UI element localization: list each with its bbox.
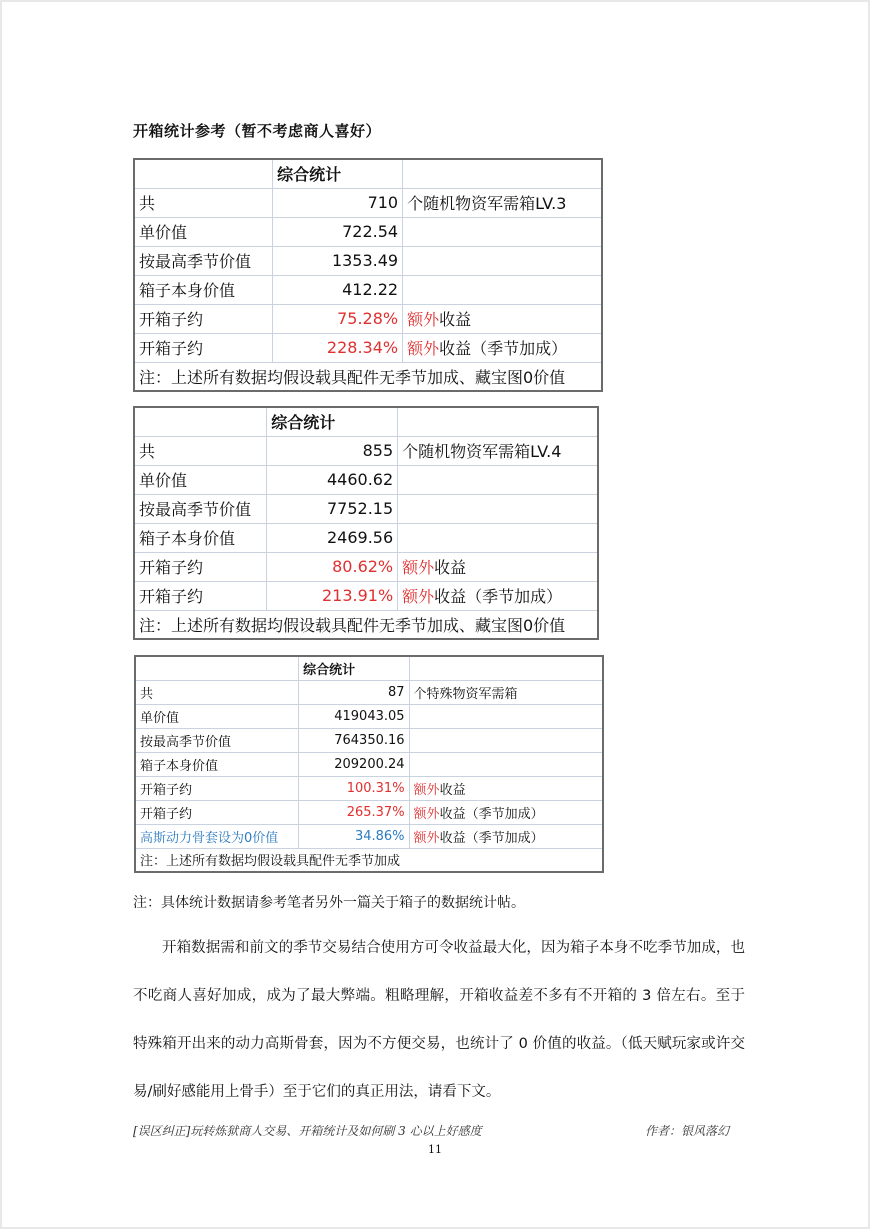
row-note xyxy=(409,776,603,800)
row-label: 开箱子约 xyxy=(135,800,299,824)
row-value: 710 xyxy=(273,188,403,217)
note-highlight: 额外 xyxy=(413,830,440,846)
row-value: 764350.16 xyxy=(299,728,409,752)
table-row xyxy=(135,728,603,752)
data-source-note: 注：具体统计数据请参考笔者另外一篇关于箱子的数据统计帖。 xyxy=(133,895,525,911)
note-highlight: 额外 xyxy=(413,782,440,798)
row-label: 箱子本身价值 xyxy=(135,752,299,776)
row-value: 80.62% xyxy=(267,552,398,581)
row-note xyxy=(403,188,602,217)
table-body xyxy=(134,407,598,639)
table-row xyxy=(134,581,598,610)
stats-table-special xyxy=(134,655,604,873)
row-note xyxy=(398,436,598,465)
row-value: 228.34% xyxy=(273,333,403,362)
table-row xyxy=(134,333,602,362)
stats-table-lv3 xyxy=(133,158,603,392)
table-row xyxy=(135,824,603,848)
row-note xyxy=(409,752,603,776)
table-row xyxy=(134,188,602,217)
table-body xyxy=(134,159,602,391)
table-footnote: 注：上述所有数据均假设载具配件无季节加成、藏宝图0价值 xyxy=(134,362,602,391)
row-label: 共 xyxy=(135,680,299,704)
table-row xyxy=(135,704,603,728)
row-note xyxy=(398,552,598,581)
row-value: 722.54 xyxy=(273,217,403,246)
row-value: 213.91% xyxy=(267,581,398,610)
table-header-row xyxy=(134,407,598,436)
row-label: 开箱子约 xyxy=(134,552,267,581)
note-text: 个随机物资军需箱LV.4 xyxy=(402,442,562,461)
table-footnote-row xyxy=(134,362,602,391)
row-label: 箱子本身价值 xyxy=(134,523,267,552)
table-row xyxy=(134,523,598,552)
note-highlight: 额外 xyxy=(407,339,440,358)
row-label: 高斯动力骨套设为0价值 xyxy=(135,824,299,848)
table-footnote: 注：上述所有数据均假设载具配件无季节加成、藏宝图0价值 xyxy=(134,610,598,639)
stats-table-lv4 xyxy=(133,406,599,640)
row-note xyxy=(403,333,602,362)
table-body xyxy=(135,656,603,872)
note-text: 收益 xyxy=(434,558,467,577)
table-footnote-row xyxy=(134,610,598,639)
row-value: 100.31% xyxy=(299,776,409,800)
row-label: 单价值 xyxy=(134,217,273,246)
row-value: 412.22 xyxy=(273,275,403,304)
row-label: 开箱子约 xyxy=(134,581,267,610)
footer-author: 作者：银风落幻 xyxy=(645,1124,730,1138)
row-note xyxy=(398,523,598,552)
header-empty-cell xyxy=(398,407,598,436)
table-header-row xyxy=(135,656,603,680)
row-label: 按最高季节价值 xyxy=(135,728,299,752)
table-row xyxy=(134,465,598,494)
row-note xyxy=(409,704,603,728)
row-value: 855 xyxy=(267,436,398,465)
table-row xyxy=(134,275,602,304)
table-row xyxy=(134,436,598,465)
row-label: 单价值 xyxy=(135,704,299,728)
row-note xyxy=(403,275,602,304)
table-row xyxy=(134,494,598,523)
row-value: 7752.15 xyxy=(267,494,398,523)
row-note xyxy=(398,465,598,494)
table-header-row xyxy=(134,159,602,188)
row-note xyxy=(403,246,602,275)
section-heading: 开箱统计参考（暂不考虑商人喜好） xyxy=(133,122,382,140)
row-label: 开箱子约 xyxy=(134,333,273,362)
row-label: 按最高季节价值 xyxy=(134,494,267,523)
row-label: 开箱子约 xyxy=(134,304,273,333)
body-paragraph xyxy=(133,924,745,1116)
table-row xyxy=(134,217,602,246)
row-label: 共 xyxy=(134,436,267,465)
note-text: 收益（季节加成） xyxy=(439,830,544,846)
row-note xyxy=(409,824,603,848)
table-row xyxy=(135,776,603,800)
body-paragraph-text: 开箱数据需和前文的季节交易结合使用方可令收益最大化，因为箱子本身不吃季节加成，也不吃商人喜好加成，成为了最大弊端。粗略理解，开箱收益差不多有不开箱的 3 倍左右。至于特殊箱开出来的动力高斯骨套，因为不方便交易，也统计了 0 价值的收益。（低天赋玩家或许交易/刷好感能用上骨手）至于它们的真正用法，请看下文。 xyxy=(133,940,745,1100)
row-value: 209200.24 xyxy=(299,752,409,776)
note-text: 收益（季节加成） xyxy=(439,806,544,822)
row-value: 1353.49 xyxy=(273,246,403,275)
header-title-cell: 综合统计 xyxy=(267,407,398,436)
note-highlight: 额外 xyxy=(402,587,435,606)
page-number: 11 xyxy=(428,1143,442,1156)
row-note xyxy=(403,304,602,333)
row-value: 265.37% xyxy=(299,800,409,824)
note-highlight: 额外 xyxy=(407,310,440,329)
header-title-cell: 综合统计 xyxy=(299,656,409,680)
note-highlight: 额外 xyxy=(413,806,440,822)
table-row xyxy=(135,752,603,776)
footer-title: [误区纠正]玩转炼狱商人交易、开箱统计及如何刷 3 心以上好感度 xyxy=(133,1124,482,1138)
table-row xyxy=(134,552,598,581)
header-empty-cell xyxy=(409,656,603,680)
row-value: 34.86% xyxy=(299,824,409,848)
note-text: 个特殊物资军需箱 xyxy=(413,686,518,702)
table-row xyxy=(134,246,602,275)
table-row xyxy=(134,304,602,333)
note-text: 收益（季节加成） xyxy=(434,587,563,606)
row-value: 2469.56 xyxy=(267,523,398,552)
row-note xyxy=(409,800,603,824)
row-label: 按最高季节价值 xyxy=(134,246,273,275)
note-text: 收益（季节加成） xyxy=(439,339,568,358)
row-value: 419043.05 xyxy=(299,704,409,728)
row-note xyxy=(398,494,598,523)
header-empty-cell xyxy=(403,159,602,188)
row-value: 4460.62 xyxy=(267,465,398,494)
row-note xyxy=(409,680,603,704)
row-label: 开箱子约 xyxy=(135,776,299,800)
row-value: 75.28% xyxy=(273,304,403,333)
table-row xyxy=(135,800,603,824)
table-row xyxy=(135,680,603,704)
header-empty-cell xyxy=(134,159,273,188)
table-footnote: 注：上述所有数据均假设载具配件无季节加成 xyxy=(135,848,603,872)
note-highlight: 额外 xyxy=(402,558,435,577)
row-note xyxy=(398,581,598,610)
row-value: 87 xyxy=(299,680,409,704)
row-label: 箱子本身价值 xyxy=(134,275,273,304)
row-label: 单价值 xyxy=(134,465,267,494)
row-note xyxy=(403,217,602,246)
table-footnote-row xyxy=(135,848,603,872)
note-text: 收益 xyxy=(439,310,472,329)
note-text: 收益 xyxy=(439,782,466,798)
header-title-cell: 综合统计 xyxy=(273,159,403,188)
header-empty-cell xyxy=(134,407,267,436)
note-text: 个随机物资军需箱LV.3 xyxy=(407,194,567,213)
row-label: 共 xyxy=(134,188,273,217)
row-note xyxy=(409,728,603,752)
header-empty-cell xyxy=(135,656,299,680)
